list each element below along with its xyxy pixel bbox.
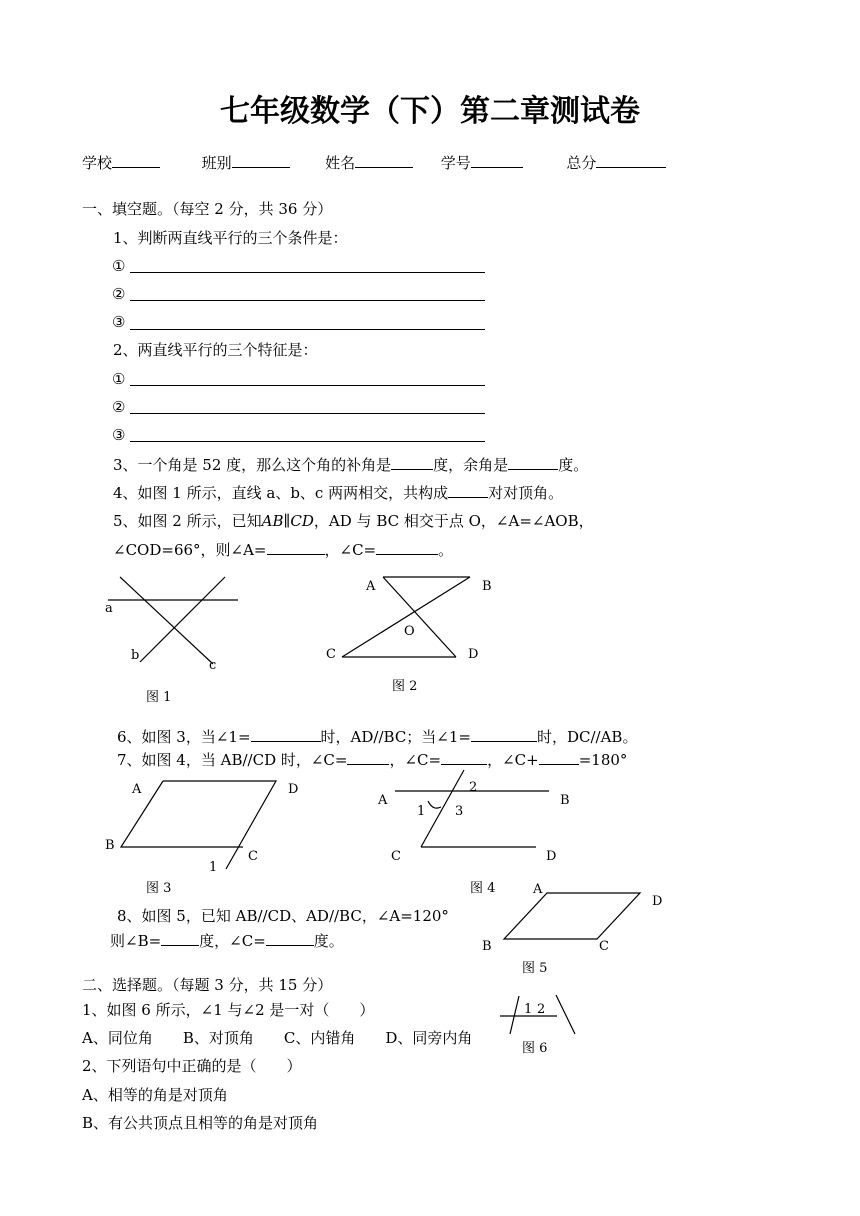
q8-text-line1: 8、如图 5，已知 AB//CD、AD//BC，∠A=120° [117, 907, 449, 925]
q8-part3: 度。 [313, 932, 344, 950]
section1-heading: 一、填空题。（每空 2 分，共 36 分） [82, 200, 333, 218]
fig4-label-1: 1 [417, 804, 426, 819]
fig4-label-3: 3 [455, 804, 464, 819]
fig2-label-a: A [366, 579, 376, 594]
q6-part3: 时，DC//AB。 [536, 728, 638, 746]
fig4-label-2: 2 [469, 780, 478, 795]
fig2-label-d: D [468, 647, 479, 662]
q7-part1: 7、如图 4，当 AB//CD 时，∠C= [117, 751, 348, 769]
q1-mark-1: ① [112, 257, 126, 275]
fig3-label-a: A [132, 782, 142, 797]
fig6-label-1: 1 [524, 1002, 533, 1017]
fig3-caption: 图 3 [146, 881, 172, 896]
fig3-label-d: D [288, 782, 299, 797]
q5-part1: 5、如图 2 所示，已知 [113, 512, 262, 530]
fig1-caption: 图 1 [146, 690, 172, 705]
fig2-caption: 图 2 [392, 679, 418, 694]
q5-line2-part1: ∠COD=66°，则∠A= [113, 541, 267, 559]
fig5-label-a: A [533, 882, 543, 897]
s2-q2-option-b: B、有公共顶点且相等的角是对顶角 [82, 1114, 319, 1132]
q7-part2: ，∠C= [389, 751, 442, 769]
total-label: 总分 [566, 154, 597, 172]
fig6-label-2: 2 [537, 1002, 546, 1017]
fig2-label-c: C [326, 647, 336, 662]
class-label: 班别 [201, 154, 232, 172]
q8-part2: 度，∠C= [199, 932, 266, 950]
q2-mark-3: ③ [112, 426, 126, 444]
figure-1 [108, 577, 238, 664]
fig5-label-c: C [599, 939, 609, 954]
q8-part1: 则∠B= [110, 932, 162, 950]
q3-part2: 度，余角是 [433, 456, 509, 474]
student-no-label: 学号 [440, 154, 471, 172]
fig6-caption: 图 6 [522, 1041, 548, 1056]
fig3-label-b: B [105, 838, 115, 853]
q1-mark-3: ③ [112, 313, 126, 331]
q7-part4: =180° [578, 751, 628, 769]
q6-part2: 时，AD//BC；当∠1= [320, 728, 471, 746]
fig4-label-c: C [391, 849, 401, 864]
q2-mark-1: ① [112, 370, 126, 388]
fig1-label-c: c [209, 658, 217, 673]
q2-text: 2、两直线平行的三个特征是： [113, 341, 318, 359]
fig2-label-b: B [482, 579, 492, 594]
page-title: 七年级数学（下）第二章测试卷 [220, 94, 640, 129]
s2-q1-text: 1、如图 6 所示，∠1 与∠2 是一对（ ） [82, 1001, 375, 1019]
q3-part1: 3、一个角是 52 度，那么这个角的补角是 [113, 456, 392, 474]
s2-q2-option-a: A、相等的角是对顶角 [82, 1086, 228, 1104]
name-label: 姓名 [325, 154, 356, 172]
q5-line2-part2: ，∠C= [324, 541, 377, 559]
s2-q2-text: 2、下列语句中正确的是（ ） [82, 1057, 302, 1075]
q2-mark-2: ② [112, 398, 126, 416]
fig4-label-b: B [560, 793, 570, 808]
q5-ab-parallel-cd: AB∥CD [261, 512, 314, 530]
fig4-label-d: D [546, 849, 557, 864]
s2-q1-options: A、同位角 B、对顶角 C、内错角 D、同旁内角 [82, 1029, 473, 1047]
fig3-label-c: C [248, 849, 258, 864]
fig2-label-o: O [404, 624, 415, 639]
q5-part2: ，AD 与 BC 相交于点 O，∠A=∠AOB， [313, 512, 594, 530]
fig5-caption: 图 5 [522, 961, 548, 976]
fig1-label-b: b [131, 648, 140, 663]
fig5-label-d: D [652, 894, 663, 909]
q5-line2-part3: 。 [438, 541, 454, 559]
fig1-label-a: a [105, 601, 113, 616]
fig3-label-1: 1 [209, 860, 218, 875]
q3-part3: 度。 [558, 456, 589, 474]
fig4-label-a: A [378, 793, 388, 808]
section2-heading: 二、选择题。（每题 3 分，共 15 分） [82, 976, 333, 994]
q4-part1: 4、如图 1 所示，直线 a、b、c 两两相交，共构成 [113, 484, 449, 502]
figure-2 [342, 577, 470, 657]
figure-5 [504, 893, 640, 939]
q4-part2: 对对顶角。 [488, 484, 564, 502]
q1-mark-2: ② [112, 285, 126, 303]
school-label: 学校 [82, 154, 113, 172]
fig4-caption: 图 4 [470, 881, 496, 896]
q6-part1: 6、如图 3，当∠1= [117, 728, 251, 746]
q1-text: 1、判断两直线平行的三个条件是： [113, 229, 348, 247]
q7-part3: ，∠C+ [487, 751, 539, 769]
fig5-label-b: B [482, 939, 492, 954]
